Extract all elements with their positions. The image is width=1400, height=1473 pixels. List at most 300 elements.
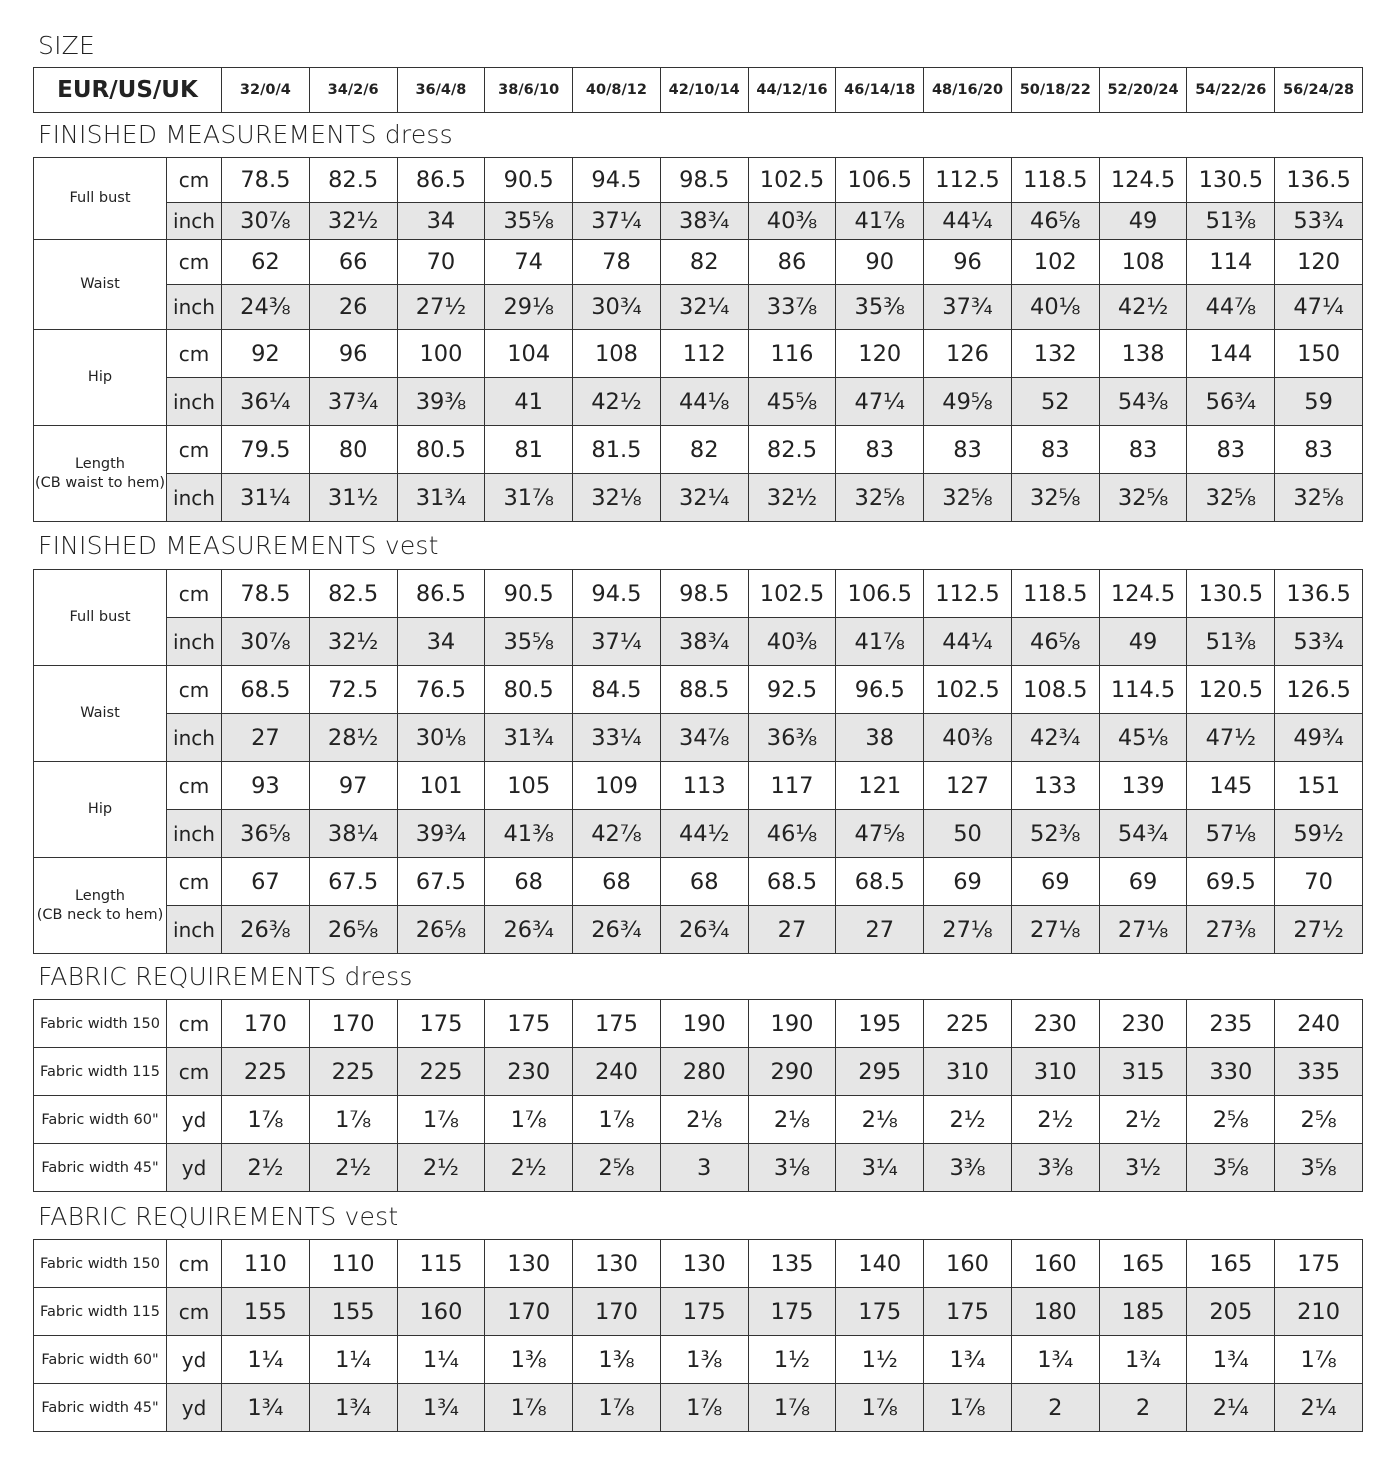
- value-cell: 39⅜: [397, 378, 485, 426]
- unit-cell: yd: [167, 1144, 222, 1192]
- value-cell: 105: [485, 762, 573, 810]
- value-cell: 27: [836, 906, 924, 954]
- value-cell: 100: [397, 330, 485, 378]
- value-cell: 53¾: [1275, 203, 1363, 240]
- value-cell: 32⅝: [1187, 474, 1275, 522]
- value-cell: 1¼: [397, 1336, 485, 1384]
- value-cell: 117: [748, 762, 836, 810]
- measurement-row: [34, 378, 1363, 426]
- value-cell: 26¾: [573, 906, 661, 954]
- value-cell: 112.5: [924, 570, 1012, 618]
- value-cell: 42⅞: [573, 810, 661, 858]
- value-cell: 1¾: [1187, 1336, 1275, 1384]
- value-cell: 62: [222, 240, 310, 285]
- value-cell: 29⅛: [485, 285, 573, 330]
- value-cell: 27⅛: [1099, 906, 1187, 954]
- value-cell: 40⅜: [748, 203, 836, 240]
- unit-cell: cm: [167, 858, 222, 906]
- value-cell: 130: [660, 1240, 748, 1288]
- value-cell: 52⅜: [1011, 810, 1099, 858]
- measurement-label-text: Waist: [80, 276, 120, 292]
- value-cell: 86.5: [397, 158, 485, 203]
- value-cell: 27: [748, 906, 836, 954]
- value-cell: 175: [748, 1288, 836, 1336]
- unit-cell: cm: [167, 762, 222, 810]
- value-cell: 96: [309, 330, 397, 378]
- value-cell: 69: [924, 858, 1012, 906]
- value-cell: 195: [836, 1000, 924, 1048]
- measurement-label: [34, 158, 167, 240]
- value-cell: 2½: [1099, 1096, 1187, 1144]
- value-cell: 92.5: [748, 666, 836, 714]
- measurement-row: [34, 203, 1363, 240]
- value-cell: 49: [1099, 203, 1187, 240]
- value-cell: 112: [660, 330, 748, 378]
- vest-measurements-heading: FINISHED MEASUREMENTS vest: [38, 531, 439, 560]
- value-cell: 27½: [1275, 906, 1363, 954]
- value-cell: 69: [1099, 858, 1187, 906]
- measurement-row: [34, 714, 1363, 762]
- fabric-row: [34, 1240, 1363, 1288]
- value-cell: 2½: [1011, 1096, 1099, 1144]
- value-cell: 98.5: [660, 158, 748, 203]
- unit-cell: cm: [167, 1000, 222, 1048]
- value-cell: 42½: [1099, 285, 1187, 330]
- size-header-cell: 52/20/24: [1099, 68, 1187, 113]
- value-cell: 2⅝: [573, 1144, 661, 1192]
- value-cell: 121: [836, 762, 924, 810]
- size-heading: SIZE: [38, 31, 95, 60]
- value-cell: 32¼: [660, 285, 748, 330]
- value-cell: 109: [573, 762, 661, 810]
- unit-cell: inch: [167, 474, 222, 522]
- value-cell: 57⅛: [1187, 810, 1275, 858]
- unit-cell: cm: [167, 666, 222, 714]
- value-cell: 70: [397, 240, 485, 285]
- value-cell: 133: [1011, 762, 1099, 810]
- value-cell: 82: [660, 240, 748, 285]
- value-cell: 41⅞: [836, 203, 924, 240]
- value-cell: 280: [660, 1048, 748, 1096]
- measurement-sublabel: (CB waist to hem): [34, 474, 166, 491]
- measurement-label-text: Full bust: [69, 190, 131, 206]
- value-cell: 68: [485, 858, 573, 906]
- value-cell: 38¾: [660, 618, 748, 666]
- value-cell: 175: [924, 1288, 1012, 1336]
- value-cell: 67: [222, 858, 310, 906]
- value-cell: 3⅝: [1187, 1144, 1275, 1192]
- unit-cell: cm: [167, 1240, 222, 1288]
- value-cell: 47¼: [836, 378, 924, 426]
- fabric-row: [34, 1336, 1363, 1384]
- value-cell: 98.5: [660, 570, 748, 618]
- value-cell: 101: [397, 762, 485, 810]
- value-cell: 37¼: [573, 203, 661, 240]
- value-cell: 102.5: [748, 570, 836, 618]
- value-cell: 108: [1099, 240, 1187, 285]
- value-cell: 175: [660, 1288, 748, 1336]
- value-cell: 118.5: [1011, 570, 1099, 618]
- value-cell: 235: [1187, 1000, 1275, 1048]
- value-cell: 132: [1011, 330, 1099, 378]
- value-cell: 190: [660, 1000, 748, 1048]
- value-cell: 50: [924, 810, 1012, 858]
- measurement-label: [34, 858, 167, 954]
- value-cell: 310: [1011, 1048, 1099, 1096]
- value-cell: 1⅞: [573, 1096, 661, 1144]
- value-cell: 30⅛: [397, 714, 485, 762]
- value-cell: 145: [1187, 762, 1275, 810]
- dress-measurements-heading: FINISHED MEASUREMENTS dress: [38, 120, 453, 149]
- value-cell: 27: [222, 714, 310, 762]
- value-cell: 102.5: [748, 158, 836, 203]
- value-cell: 24⅜: [222, 285, 310, 330]
- value-cell: 1⅞: [660, 1384, 748, 1432]
- value-cell: 1¼: [222, 1336, 310, 1384]
- value-cell: 240: [1275, 1000, 1363, 1048]
- fabric-row: [34, 1096, 1363, 1144]
- measurement-row: [34, 426, 1363, 474]
- measurement-label-text: Length: [74, 887, 125, 904]
- measurement-label: [34, 762, 167, 858]
- unit-cell: inch: [167, 810, 222, 858]
- value-cell: 102: [1011, 240, 1099, 285]
- value-cell: 205: [1187, 1288, 1275, 1336]
- value-cell: 170: [222, 1000, 310, 1048]
- value-cell: 2½: [222, 1144, 310, 1192]
- value-cell: 28½: [309, 714, 397, 762]
- value-cell: 36¼: [222, 378, 310, 426]
- measurement-row: [34, 810, 1363, 858]
- measurement-row: [34, 474, 1363, 522]
- value-cell: 35⅝: [485, 618, 573, 666]
- measurement-label-text: Length: [74, 455, 125, 472]
- value-cell: 1½: [836, 1336, 924, 1384]
- size-row: [34, 68, 1363, 113]
- value-cell: 225: [397, 1048, 485, 1096]
- value-cell: 2⅛: [660, 1096, 748, 1144]
- value-cell: 27⅛: [924, 906, 1012, 954]
- value-cell: 32⅝: [924, 474, 1012, 522]
- value-cell: 83: [1187, 426, 1275, 474]
- measurement-row: [34, 285, 1363, 330]
- value-cell: 40⅜: [924, 714, 1012, 762]
- value-cell: 1⅜: [485, 1336, 573, 1384]
- value-cell: 330: [1187, 1048, 1275, 1096]
- size-header-cell: 48/16/20: [924, 68, 1012, 113]
- value-cell: 135: [748, 1240, 836, 1288]
- value-cell: 126.5: [1275, 666, 1363, 714]
- value-cell: 37¼: [573, 618, 661, 666]
- measurement-row: [34, 618, 1363, 666]
- value-cell: 42¾: [1011, 714, 1099, 762]
- value-cell: 41: [485, 378, 573, 426]
- value-cell: 33⅞: [748, 285, 836, 330]
- value-cell: 1¼: [309, 1336, 397, 1384]
- value-cell: 315: [1099, 1048, 1187, 1096]
- value-cell: 165: [1099, 1240, 1187, 1288]
- value-cell: 108.5: [1011, 666, 1099, 714]
- value-cell: 1⅞: [397, 1096, 485, 1144]
- value-cell: 140: [836, 1240, 924, 1288]
- measurement-row: [34, 330, 1363, 378]
- value-cell: 38: [836, 714, 924, 762]
- value-cell: 170: [309, 1000, 397, 1048]
- value-cell: 185: [1099, 1288, 1187, 1336]
- value-cell: 31⅞: [485, 474, 573, 522]
- value-cell: 127: [924, 762, 1012, 810]
- value-cell: 76.5: [397, 666, 485, 714]
- unit-cell: inch: [167, 906, 222, 954]
- unit-cell: cm: [167, 426, 222, 474]
- value-cell: 175: [485, 1000, 573, 1048]
- value-cell: 90: [836, 240, 924, 285]
- unit-cell: cm: [167, 1048, 222, 1096]
- value-cell: 230: [485, 1048, 573, 1096]
- value-cell: 230: [1099, 1000, 1187, 1048]
- value-cell: 51⅜: [1187, 203, 1275, 240]
- value-cell: 175: [573, 1000, 661, 1048]
- value-cell: 68: [660, 858, 748, 906]
- value-cell: 165: [1187, 1240, 1275, 1288]
- value-cell: 31½: [309, 474, 397, 522]
- value-cell: 44½: [660, 810, 748, 858]
- value-cell: 118.5: [1011, 158, 1099, 203]
- value-cell: 37¾: [924, 285, 1012, 330]
- size-header-cell: 46/14/18: [836, 68, 924, 113]
- value-cell: 310: [924, 1048, 1012, 1096]
- value-cell: 160: [924, 1240, 1012, 1288]
- value-cell: 67.5: [397, 858, 485, 906]
- value-cell: 83: [836, 426, 924, 474]
- value-cell: 130: [485, 1240, 573, 1288]
- value-cell: 1¾: [222, 1384, 310, 1432]
- size-system-label: EUR/US/UK: [34, 68, 222, 113]
- value-cell: 66: [309, 240, 397, 285]
- value-cell: 290: [748, 1048, 836, 1096]
- size-header-cell: 56/24/28: [1275, 68, 1363, 113]
- value-cell: 32⅝: [1099, 474, 1187, 522]
- value-cell: 45⅝: [748, 378, 836, 426]
- value-cell: 1⅞: [836, 1384, 924, 1432]
- value-cell: 110: [222, 1240, 310, 1288]
- value-cell: 144: [1187, 330, 1275, 378]
- value-cell: 26⅝: [397, 906, 485, 954]
- value-cell: 54¾: [1099, 810, 1187, 858]
- value-cell: 53¾: [1275, 618, 1363, 666]
- vest-measurements-table: [33, 569, 1363, 954]
- value-cell: 78.5: [222, 570, 310, 618]
- unit-cell: cm: [167, 570, 222, 618]
- value-cell: 32¼: [660, 474, 748, 522]
- value-cell: 35⅜: [836, 285, 924, 330]
- value-cell: 31¾: [397, 474, 485, 522]
- fabric-width-label: Fabric width 115: [34, 1288, 167, 1336]
- value-cell: 26¾: [660, 906, 748, 954]
- value-cell: 33¼: [573, 714, 661, 762]
- value-cell: 32½: [309, 618, 397, 666]
- measurement-row: [34, 570, 1363, 618]
- value-cell: 68.5: [748, 858, 836, 906]
- measurement-label-text: Waist: [80, 705, 120, 721]
- value-cell: 46⅝: [1011, 618, 1099, 666]
- value-cell: 83: [1011, 426, 1099, 474]
- value-cell: 69: [1011, 858, 1099, 906]
- value-cell: 26: [309, 285, 397, 330]
- value-cell: 138: [1099, 330, 1187, 378]
- value-cell: 34: [397, 203, 485, 240]
- fabric-width-label: Fabric width 115: [34, 1048, 167, 1096]
- unit-cell: cm: [167, 240, 222, 285]
- unit-cell: cm: [167, 1288, 222, 1336]
- size-header-cell: 44/12/16: [748, 68, 836, 113]
- fabric-vest-heading: FABRIC REQUIREMENTS vest: [38, 1202, 399, 1231]
- value-cell: 126: [924, 330, 1012, 378]
- value-cell: 36⅜: [748, 714, 836, 762]
- value-cell: 139: [1099, 762, 1187, 810]
- value-cell: 56¾: [1187, 378, 1275, 426]
- unit-cell: inch: [167, 378, 222, 426]
- value-cell: 295: [836, 1048, 924, 1096]
- value-cell: 92: [222, 330, 310, 378]
- value-cell: 110: [309, 1240, 397, 1288]
- value-cell: 26⅜: [222, 906, 310, 954]
- value-cell: 120: [1275, 240, 1363, 285]
- value-cell: 1⅞: [485, 1096, 573, 1144]
- value-cell: 3⅜: [1011, 1144, 1099, 1192]
- value-cell: 52: [1011, 378, 1099, 426]
- value-cell: 27½: [397, 285, 485, 330]
- value-cell: 67.5: [309, 858, 397, 906]
- value-cell: 104: [485, 330, 573, 378]
- value-cell: 116: [748, 330, 836, 378]
- value-cell: 49: [1099, 618, 1187, 666]
- value-cell: 225: [924, 1000, 1012, 1048]
- value-cell: 37¾: [309, 378, 397, 426]
- value-cell: 81.5: [573, 426, 661, 474]
- value-cell: 47¼: [1275, 285, 1363, 330]
- value-cell: 1⅞: [1275, 1336, 1363, 1384]
- value-cell: 155: [309, 1288, 397, 1336]
- size-header-cell: 54/22/26: [1187, 68, 1275, 113]
- value-cell: 1¾: [397, 1384, 485, 1432]
- fabric-width-label: Fabric width 45": [34, 1144, 167, 1192]
- value-cell: 39¾: [397, 810, 485, 858]
- value-cell: 30⅞: [222, 203, 310, 240]
- size-header-cell: 36/4/8: [397, 68, 485, 113]
- value-cell: 83: [1099, 426, 1187, 474]
- fabric-row: [34, 1000, 1363, 1048]
- value-cell: 2⅛: [748, 1096, 836, 1144]
- unit-cell: yd: [167, 1384, 222, 1432]
- unit-cell: cm: [167, 330, 222, 378]
- fabric-width-label: Fabric width 45": [34, 1384, 167, 1432]
- value-cell: 225: [222, 1048, 310, 1096]
- value-cell: 31¼: [222, 474, 310, 522]
- value-cell: 80.5: [485, 666, 573, 714]
- value-cell: 81: [485, 426, 573, 474]
- value-cell: 1⅜: [660, 1336, 748, 1384]
- value-cell: 1¾: [1099, 1336, 1187, 1384]
- measurement-row: [34, 906, 1363, 954]
- value-cell: 124.5: [1099, 158, 1187, 203]
- value-cell: 79.5: [222, 426, 310, 474]
- value-cell: 120.5: [1187, 666, 1275, 714]
- value-cell: 78: [573, 240, 661, 285]
- value-cell: 27⅜: [1187, 906, 1275, 954]
- value-cell: 74: [485, 240, 573, 285]
- measurement-label-text: Hip: [87, 801, 113, 817]
- unit-cell: inch: [167, 714, 222, 762]
- value-cell: 45⅛: [1099, 714, 1187, 762]
- value-cell: 1⅞: [309, 1096, 397, 1144]
- value-cell: 1¾: [1011, 1336, 1099, 1384]
- value-cell: 114: [1187, 240, 1275, 285]
- value-cell: 80.5: [397, 426, 485, 474]
- value-cell: 31¾: [485, 714, 573, 762]
- value-cell: 90.5: [485, 570, 573, 618]
- value-cell: 32⅝: [1275, 474, 1363, 522]
- fabric-row: [34, 1144, 1363, 1192]
- value-cell: 2⅝: [1275, 1096, 1363, 1144]
- fabric-row: [34, 1384, 1363, 1432]
- value-cell: 90.5: [485, 158, 573, 203]
- value-cell: 72.5: [309, 666, 397, 714]
- value-cell: 1⅞: [924, 1384, 1012, 1432]
- value-cell: 36⅝: [222, 810, 310, 858]
- measurement-sublabel: (CB neck to hem): [36, 906, 164, 923]
- value-cell: 80: [309, 426, 397, 474]
- value-cell: 68.5: [836, 858, 924, 906]
- value-cell: 151: [1275, 762, 1363, 810]
- value-cell: 175: [397, 1000, 485, 1048]
- value-cell: 160: [1011, 1240, 1099, 1288]
- value-cell: 84.5: [573, 666, 661, 714]
- value-cell: 106.5: [836, 570, 924, 618]
- value-cell: 47⅝: [836, 810, 924, 858]
- value-cell: 175: [1275, 1240, 1363, 1288]
- value-cell: 2⅝: [1187, 1096, 1275, 1144]
- value-cell: 94.5: [573, 570, 661, 618]
- value-cell: 32⅝: [1011, 474, 1099, 522]
- unit-cell: inch: [167, 618, 222, 666]
- value-cell: 44⅛: [660, 378, 748, 426]
- value-cell: 44¼: [924, 203, 1012, 240]
- value-cell: 2⅛: [836, 1096, 924, 1144]
- size-header-cell: 34/2/6: [309, 68, 397, 113]
- value-cell: 3½: [1099, 1144, 1187, 1192]
- value-cell: 113: [660, 762, 748, 810]
- measurement-label: [34, 570, 167, 666]
- value-cell: 26⅝: [309, 906, 397, 954]
- value-cell: 94.5: [573, 158, 661, 203]
- value-cell: 3¼: [836, 1144, 924, 1192]
- value-cell: 2: [1011, 1384, 1099, 1432]
- value-cell: 230: [1011, 1000, 1099, 1048]
- measurement-label: [34, 330, 167, 426]
- value-cell: 30⅞: [222, 618, 310, 666]
- value-cell: 83: [1275, 426, 1363, 474]
- value-cell: 170: [573, 1288, 661, 1336]
- value-cell: 68.5: [222, 666, 310, 714]
- value-cell: 130.5: [1187, 158, 1275, 203]
- value-cell: 3⅛: [748, 1144, 836, 1192]
- value-cell: 32½: [309, 203, 397, 240]
- value-cell: 44¼: [924, 618, 1012, 666]
- value-cell: 2: [1099, 1384, 1187, 1432]
- value-cell: 41⅞: [836, 618, 924, 666]
- fabric-dress-heading: FABRIC REQUIREMENTS dress: [38, 962, 413, 991]
